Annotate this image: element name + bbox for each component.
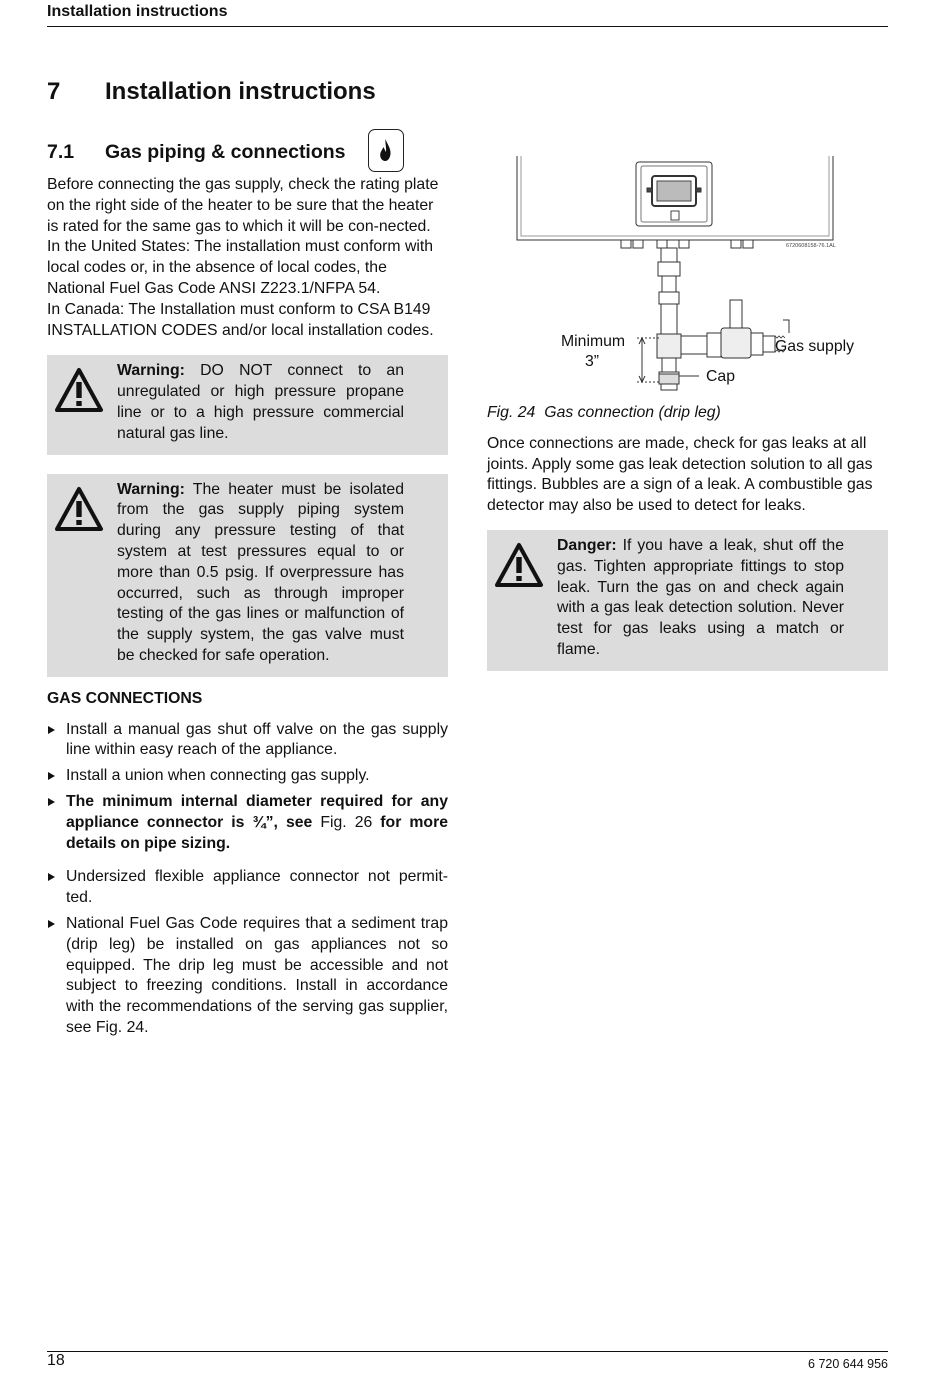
- page-number: 18: [47, 1352, 65, 1369]
- section-number: 7.1: [47, 141, 75, 163]
- danger-label: Danger:: [557, 536, 617, 554]
- warning-label: Warning:: [117, 480, 185, 498]
- bullet-arrow-icon: [48, 873, 55, 881]
- section-heading: [47, 141, 346, 164]
- header-rule: [47, 26, 888, 27]
- warning-triangle-icon: [54, 367, 104, 413]
- list-item: Install a union when connecting gas supply.: [47, 766, 448, 787]
- intro-paragraph-1: Before connecting the gas supply, check the rating plate on the right side of the heater to be sure that the heater is rated for the same gas to which it will be con-nected.: [47, 176, 439, 235]
- gas-connections-heading: GAS CONNECTIONS: [47, 689, 203, 707]
- warning-text: The heater must be isolated from the gas supply piping system during any pressure testing of that system at test pressures equal to or more than 0.5 psig. If overpressure has occurred, such as through improper testing of the gas lines or malfunction of the supply system, the gas valve must be checked for safe operation.: [117, 480, 404, 664]
- bullet-arrow-icon: [48, 920, 55, 928]
- section-title: Gas piping & connections: [105, 141, 346, 163]
- warning-label: Warning:: [117, 362, 185, 380]
- label-cap: Cap: [706, 368, 735, 385]
- intro-paragraph-3: In Canada: The Installation must conform to CSA B149 INSTALLATION CODES and/or local installation codes.: [47, 300, 434, 339]
- gas-connections-list: [47, 720, 448, 1039]
- heater-unit: [517, 156, 833, 248]
- label-3-inch: 3”: [585, 353, 600, 370]
- warning-callout-1: [47, 355, 448, 454]
- chapter-heading: [47, 78, 376, 106]
- list-item: The minimum internal diameter required for any appliance connector is ¾”, see Fig. 26 for more details on pipe sizing.: [47, 792, 448, 854]
- list-item: Undersized flexible appliance connector not permit-ted.: [47, 867, 448, 909]
- warning-triangle-icon: [54, 486, 104, 532]
- gas-connection-figure: [487, 150, 888, 395]
- danger-text: If you have a leak, shut off the gas. Tighten appropriate fittings to stop leak. Turn the gas on and check again with a gas leak detection solution. Never test for gas leaks using a match or flame.: [557, 536, 844, 658]
- bullet-arrow-icon: [48, 772, 55, 780]
- chapter-title: Installation instructions: [105, 78, 376, 105]
- footer-rule: [47, 1351, 888, 1352]
- figure-caption-text: Gas connection (drip leg): [544, 404, 721, 421]
- label-minimum: Minimum: [561, 333, 626, 350]
- figure-number: Fig. 24: [487, 404, 536, 421]
- warning-triangle-icon: [494, 542, 544, 588]
- intro-paragraph-2: In the United States: The installation must conform with local codes or, in the absence of local codes, the National Fuel Gas Code ANSI Z223.1/NFPA 54.: [47, 238, 434, 297]
- label-gas-supply: Gas supply: [775, 338, 855, 355]
- left-column: [47, 175, 448, 1044]
- warning-callout-2: [47, 474, 448, 677]
- figure-code: 6720608158-76.1AL: [786, 243, 836, 249]
- document-number: 6 720 644 956: [808, 1357, 888, 1371]
- list-item: National Fuel Gas Code requires that a sediment trap (drip leg) be installed on gas appliances not so equipped. The drip leg must be accessible and not subject to freezing conditions. Install in accordance with the recommendations of the serving gas supplier, see Fig. 24.: [47, 914, 448, 1039]
- list-item: Install a manual gas shut off valve on the gas supply line within easy reach of the appliance.: [47, 720, 448, 762]
- right-column: [487, 403, 888, 671]
- figure-reference: Fig. 26: [312, 813, 381, 831]
- bullet-arrow-icon: [48, 726, 55, 734]
- chapter-number: 7: [47, 78, 61, 105]
- flame-icon: [368, 129, 404, 172]
- figure-caption: [487, 403, 888, 424]
- danger-callout: [487, 530, 888, 671]
- running-header: Installation instructions: [47, 3, 228, 20]
- warning-text: DO NOT connect to an unregulated or high pressure propane line or to a high pressure commercial natural gas line.: [117, 362, 404, 442]
- bullet-arrow-icon: [48, 798, 55, 806]
- leak-check-paragraph: Once connections are made, check for gas leaks at all joints. Apply some gas leak detection solution to all gas fittings. Bubbles are a sign of a leak. A combustible gas detector may also be used to detect for leaks.: [487, 434, 873, 515]
